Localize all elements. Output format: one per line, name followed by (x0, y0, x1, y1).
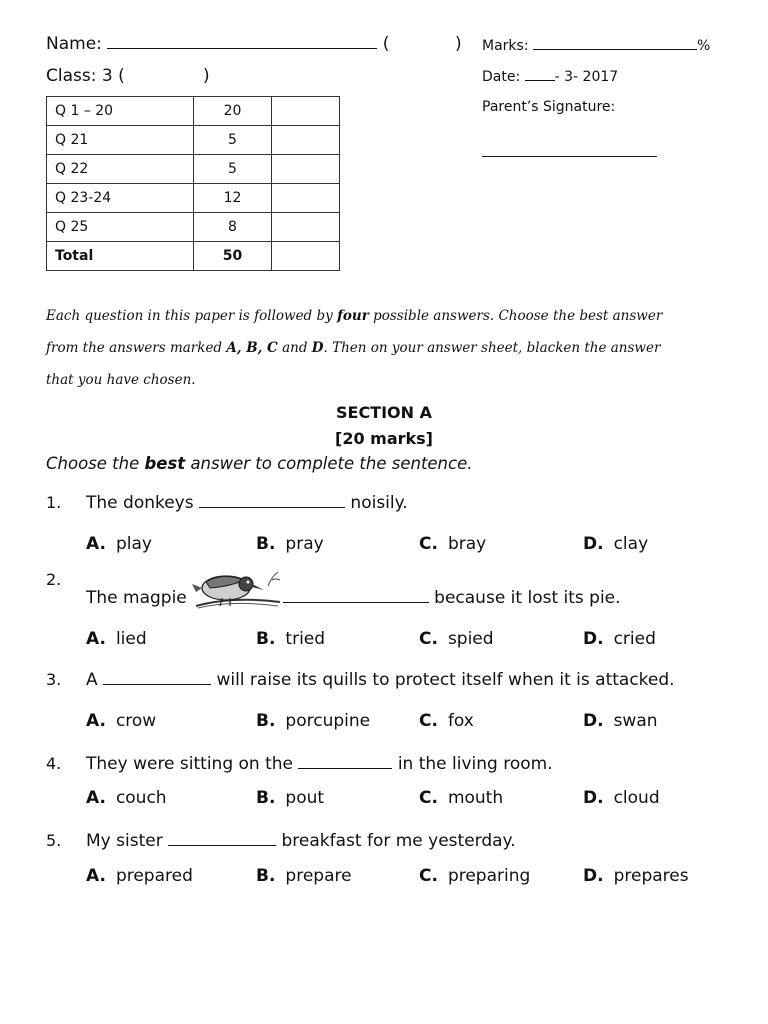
date-line (482, 66, 618, 85)
option-text: mouth (447, 788, 504, 808)
answer-blank[interactable] (283, 590, 429, 603)
question-post: in the living room. (397, 754, 553, 774)
answer-blank[interactable] (199, 495, 345, 508)
question-pre: The donkeys (86, 493, 194, 513)
magpie-illustration (192, 566, 284, 612)
instructions-line-1 (46, 308, 662, 324)
name-field[interactable] (107, 34, 377, 49)
marks-value: 12 (194, 184, 272, 213)
option-text: couch (115, 788, 167, 808)
answer-option[interactable] (419, 534, 486, 554)
option-text: prepare (285, 866, 352, 886)
answer-option[interactable] (86, 629, 147, 649)
date-value: - 3- 2017 (554, 69, 619, 85)
choose-best: best (144, 454, 186, 473)
parent-signature-label: Parent’s Signature: (482, 99, 616, 115)
parent-signature-field[interactable] (482, 144, 657, 157)
marks-total-label: Total (47, 242, 194, 271)
instructions-line-2 (46, 340, 660, 356)
instr-text: from the answers marked (46, 340, 227, 356)
option-letter: D. (583, 788, 604, 808)
option-letter: D. (583, 866, 604, 886)
section-marks: [20 marks] (335, 429, 433, 448)
option-text: play (115, 534, 152, 554)
option-text: preparing (447, 866, 531, 886)
question-text (86, 588, 621, 608)
option-letter: C. (419, 788, 438, 808)
question-pre: They were sitting on the (86, 754, 294, 774)
option-letter: B. (256, 788, 276, 808)
marks-table-row (47, 184, 340, 213)
marks-score-cell[interactable] (272, 213, 340, 242)
question-number: 1. (46, 493, 62, 512)
class-line (46, 66, 125, 86)
instr-letter-d: D (311, 340, 324, 356)
option-text: pray (285, 534, 324, 554)
marks-score-cell[interactable] (272, 155, 340, 184)
answer-option[interactable] (86, 866, 193, 886)
instr-text: Each question in this paper is followed by (46, 308, 338, 324)
question-number: 3. (46, 670, 62, 689)
name-label: Name: (46, 34, 102, 54)
marks-value: 5 (194, 155, 272, 184)
marks-table-row (47, 97, 340, 126)
option-letter: A. (86, 788, 106, 808)
answer-option[interactable] (583, 711, 658, 731)
option-letter: A. (86, 711, 106, 731)
marks-label: Marks: (482, 38, 529, 54)
answer-option[interactable] (583, 866, 689, 886)
option-letter: B. (256, 629, 276, 649)
section-instruction (46, 454, 473, 473)
choose-text: Choose the (46, 454, 145, 473)
option-letter: B. (256, 534, 276, 554)
question-text (86, 831, 516, 851)
answer-option[interactable] (256, 629, 325, 649)
marks-suffix: % (697, 38, 711, 54)
marks-total-score-cell[interactable] (272, 242, 340, 271)
marks-score-cell[interactable] (272, 126, 340, 155)
marks-total-value: 50 (194, 242, 272, 271)
instr-text: and (277, 340, 312, 356)
marks-value: 5 (194, 126, 272, 155)
answer-option[interactable] (583, 788, 660, 808)
answer-option[interactable] (583, 534, 648, 554)
marks-score-cell[interactable] (272, 184, 340, 213)
option-text: crow (115, 711, 157, 731)
answer-option[interactable] (583, 629, 656, 649)
class-paren-close: ) (203, 66, 210, 86)
question-pre: The magpie (86, 588, 187, 608)
answer-blank[interactable] (103, 672, 211, 685)
option-text: swan (613, 711, 658, 731)
question-text (86, 754, 553, 774)
option-text: fox (447, 711, 474, 731)
question-post: noisily. (350, 493, 408, 513)
question-post: because it lost its pie. (434, 588, 621, 608)
option-letter: D. (583, 534, 604, 554)
option-letter: A. (86, 866, 106, 886)
instr-text: . Then on your answer sheet, blacken the answer (323, 340, 661, 356)
option-letter: B. (256, 866, 276, 886)
option-text: cloud (613, 788, 660, 808)
instr-four: four (337, 308, 369, 324)
option-text: prepares (613, 866, 689, 886)
option-letter: A. (86, 534, 106, 554)
answer-option[interactable] (419, 866, 530, 886)
date-day-field[interactable] (525, 66, 555, 81)
question-post: will raise its quills to protect itself when it is attacked. (216, 670, 675, 690)
option-text: spied (447, 629, 494, 649)
marks-value: 8 (194, 213, 272, 242)
answer-option[interactable] (419, 711, 474, 731)
question-text (86, 670, 675, 690)
marks-table-row (47, 213, 340, 242)
class-label: Class: 3 ( (46, 66, 125, 86)
option-text: pout (285, 788, 325, 808)
answer-option[interactable] (256, 866, 352, 886)
option-letter: C. (419, 629, 438, 649)
option-text: clay (613, 534, 649, 554)
marks-table-row (47, 155, 340, 184)
answer-option[interactable] (256, 788, 324, 808)
option-letter: C. (419, 866, 438, 886)
question-pre: My sister (86, 831, 163, 851)
option-letter: D. (583, 711, 604, 731)
answer-option[interactable] (86, 788, 167, 808)
option-text: prepared (115, 866, 193, 886)
answer-option[interactable] (419, 788, 503, 808)
instructions-line-3: that you have chosen. (46, 372, 196, 388)
name-line (46, 34, 389, 54)
answer-blank[interactable] (298, 756, 392, 769)
marks-question: Q 23-24 (47, 184, 194, 213)
question-number: 4. (46, 754, 62, 773)
question-pre: A (86, 670, 98, 690)
name-paren-open: ( (382, 34, 390, 54)
marks-table-total-row (47, 242, 340, 271)
answer-option[interactable] (256, 711, 370, 731)
option-text: tried (285, 629, 326, 649)
marks-question: Q 22 (47, 155, 194, 184)
option-text: bray (447, 534, 487, 554)
marks-table-row (47, 126, 340, 155)
option-text: cried (613, 629, 656, 649)
question-number: 5. (46, 831, 62, 850)
marks-value: 20 (194, 97, 272, 126)
choose-text: answer to complete the sentence. (185, 454, 473, 473)
answer-option[interactable] (419, 629, 494, 649)
instr-text: possible answers. Choose the best answer (368, 308, 663, 324)
marks-question: Q 1 – 20 (47, 97, 194, 126)
answer-option[interactable] (86, 534, 152, 554)
option-letter: C. (419, 534, 438, 554)
name-paren-close: ) (455, 34, 462, 54)
option-letter: D. (583, 629, 604, 649)
instr-letters: A, B, C (226, 340, 278, 356)
question-number: 2. (46, 570, 62, 589)
option-text: lied (115, 629, 147, 649)
question-post: breakfast for me yesterday. (281, 831, 516, 851)
option-letter: C. (419, 711, 438, 731)
marks-question: Q 21 (47, 126, 194, 155)
answer-blank[interactable] (168, 833, 276, 846)
marks-field[interactable] (533, 35, 697, 50)
option-letter: B. (256, 711, 276, 731)
section-title: SECTION A (335, 403, 432, 422)
option-text: porcupine (285, 711, 371, 731)
marks-score-cell[interactable] (272, 97, 340, 126)
question-text (86, 493, 408, 513)
marks-question: Q 25 (47, 213, 194, 242)
date-label: Date: (482, 69, 521, 85)
marks-line (482, 35, 710, 54)
marks-table (46, 96, 340, 271)
answer-option[interactable] (256, 534, 324, 554)
option-letter: A. (86, 629, 106, 649)
answer-option[interactable] (86, 711, 156, 731)
